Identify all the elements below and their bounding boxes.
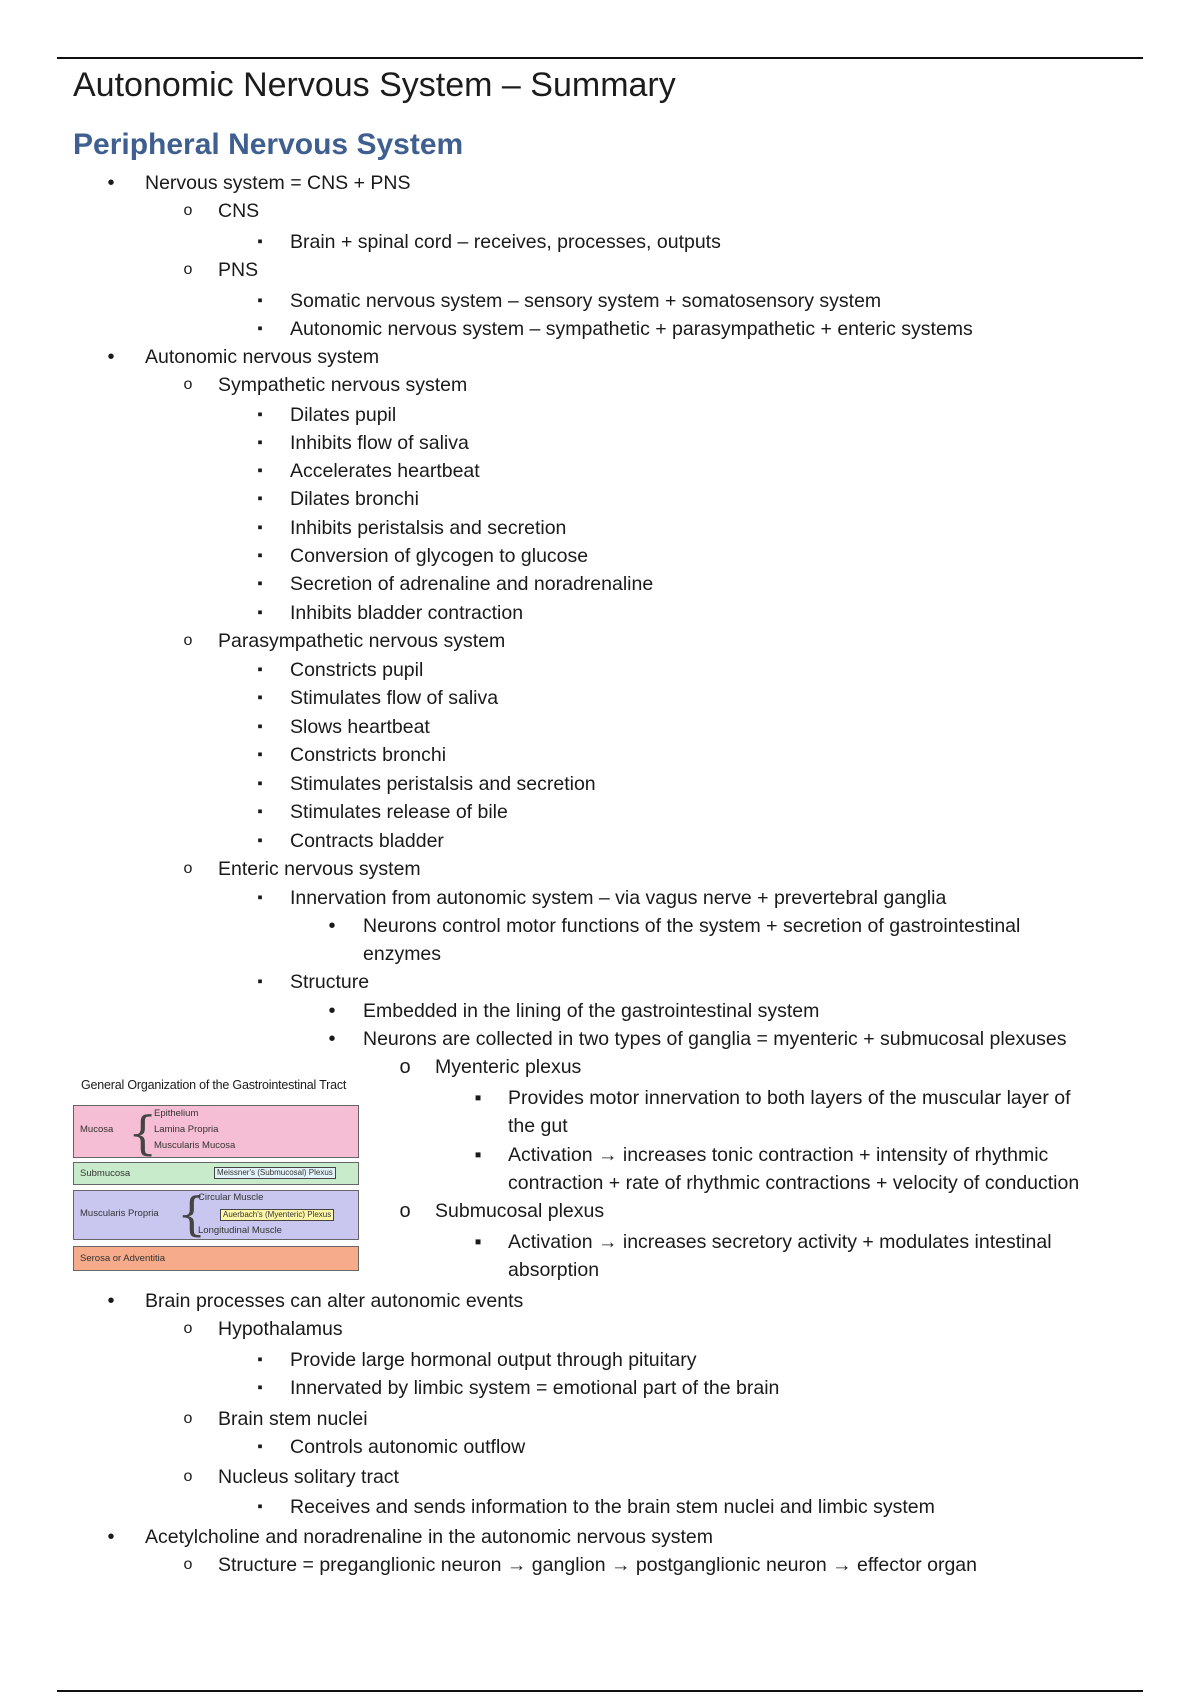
bullet-marker: ▪ [257,803,263,820]
gi-tract-diagram [73,1078,361,1274]
submucosa-label: Submucosa [80,1168,131,1179]
serosa-layer [73,1246,359,1271]
bullet-marker: • [328,1028,336,1050]
outline-text: Structure [290,971,370,993]
bullet-marker: ▪ [257,434,263,451]
outline-text: Inhibits bladder contraction [290,602,524,624]
outline-text: Innervated by limbic system = emotional part of the brain [290,1377,780,1399]
outline-text: Accelerates heartbeat [290,460,480,482]
mucosa-brace: { [128,1106,158,1160]
outline-text: Constricts bronchi [290,744,447,766]
bullet-marker: ▪ [257,406,263,423]
bullet-marker: o [399,1200,411,1222]
outline-text: Neurons control motor functions of the system + secretion of gastrointestinal [363,915,1021,937]
bullet-marker: ▪ [257,746,263,763]
bullet-marker: o [183,1556,193,1573]
bullet-marker: o [183,1410,193,1427]
outline-text: Brain processes can alter autonomic events [145,1290,524,1312]
bullet-marker: o [183,202,193,219]
outline-text: Dilates bronchi [290,488,419,510]
outline-text: Stimulates peristalsis and secretion [290,773,596,795]
outline-text: contraction + rate of rhythmic contractions + velocity of conduction [508,1172,1080,1194]
outline-text: CNS [218,200,260,222]
mucosa-sublayer: Epithelium [154,1108,199,1119]
outline-text: Neurons are collected in two types of ganglia = myenteric + submucosal plexuses [363,1028,1067,1050]
mucosa-sublayer: Lamina Propria [154,1124,219,1135]
bullet-marker: o [183,632,193,649]
outline-text: Innervation from autonomic system – via vagus nerve + prevertebral ganglia [290,887,947,909]
bullet-marker: • [107,1526,115,1548]
outline-text: Embedded in the lining of the gastrointestinal system [363,1000,820,1022]
outline-text: PNS [218,259,259,281]
outline-text: Dilates pupil [290,404,397,426]
mucosa-label: Mucosa [80,1124,114,1135]
outline-text: Autonomic nervous system [145,346,380,368]
bullet-marker: • [107,346,115,368]
outline-text: Brain stem nuclei [218,1408,368,1430]
bullet-marker: ▪ [474,1144,482,1166]
bullet-marker: • [107,1290,115,1312]
muscularis-sublayer: Longitudinal Muscle [198,1225,282,1236]
outline-text: Acetylcholine and noradrenaline in the autonomic nervous system [145,1526,713,1548]
bullet-marker: ▪ [257,233,263,250]
outline-text: Inhibits peristalsis and secretion [290,517,567,539]
bullet-marker: ▪ [474,1231,482,1253]
figure-caption: General Organization of the Gastrointestinal Tract [81,1078,347,1092]
section-heading: Peripheral Nervous System [73,128,464,161]
submucosa-layer [73,1162,359,1185]
bullet-marker: • [328,1000,336,1022]
document-title: Autonomic Nervous System – Summary [73,66,676,104]
outline-text: Stimulates flow of saliva [290,687,499,709]
outline-text: Controls autonomic outflow [290,1436,526,1458]
outline-text: Enteric nervous system [218,858,421,880]
myenteric-plexus-label: Auerbach's (Myenteric) Plexus [220,1209,334,1221]
muscularis-sublayer: Circular Muscle [198,1192,264,1203]
serosa-label: Serosa or Adventitia [80,1253,166,1264]
bullet-marker: ▪ [257,889,263,906]
outline-text: Activation → increases secretory activity + modulates intestinal [508,1231,1052,1253]
bullet-marker: ▪ [257,661,263,678]
outline-text: Sympathetic nervous system [218,374,468,396]
bullet-marker: ▪ [257,575,263,592]
outline-text: Receives and sends information to the brain stem nuclei and limbic system [290,1496,935,1518]
mucosa-sublayer: Muscularis Mucosa [154,1140,236,1151]
outline-text: Autonomic nervous system – sympathetic + parasympathetic + enteric systems [290,318,973,340]
muscularis-layer [73,1187,359,1241]
outline-text: Activation → increases tonic contraction + intensity of rhythmic [508,1144,1049,1166]
bullet-marker: ▪ [257,490,263,507]
outline-text: Structure = preganglionic neuron → ganglion → postganglionic neuron → effector organ [218,1554,977,1576]
outline-text: the gut [508,1115,568,1137]
bullet-marker: o [183,376,193,393]
outline-text: Secretion of adrenaline and noradrenaline [290,573,654,595]
outline-text: Nucleus solitary tract [218,1466,399,1488]
muscularis-label: Muscularis Propria [80,1208,159,1219]
bullet-marker: ▪ [257,547,263,564]
bullet-marker: ▪ [474,1087,482,1109]
outline-text: Provides motor innervation to both layers of the muscular layer of [508,1087,1071,1109]
outline-text: Slows heartbeat [290,716,430,738]
outline-text: Hypothalamus [218,1318,343,1340]
bullet-marker: ▪ [257,973,263,990]
outline-text: Somatic nervous system – sensory system + somatosensory system [290,290,882,312]
outline-text: Contracts bladder [290,830,444,852]
bullet-marker: o [183,1468,193,1485]
bottom-rule [57,1690,1143,1692]
bullet-marker: • [328,915,336,937]
outline-text: Inhibits flow of saliva [290,432,469,454]
outline-text: Nervous system = CNS + PNS [145,172,411,194]
bullet-marker: o [183,1320,193,1337]
bullet-marker: ▪ [257,1351,263,1368]
bullet-marker: ▪ [257,775,263,792]
outline-text: absorption [508,1259,600,1281]
bullet-marker: o [183,261,193,278]
bullet-marker: ▪ [257,689,263,706]
bullet-marker: o [183,860,193,877]
outline-text: Constricts pupil [290,659,424,681]
bullet-marker: o [399,1056,411,1078]
bullet-marker: ▪ [257,462,263,479]
bullet-marker: • [107,172,115,194]
bullet-marker: ▪ [257,1379,263,1396]
outline-text: Stimulates release of bile [290,801,508,823]
outline-text: Parasympathetic nervous system [218,630,506,652]
outline-text: Brain + spinal cord – receives, processes, outputs [290,231,721,253]
outline-text: Myenteric plexus [435,1056,582,1078]
bullet-marker: ▪ [257,1438,263,1455]
bullet-marker: ▪ [257,519,263,536]
mucosa-layer [73,1105,359,1158]
submucosal-plexus-label: Meissner's (Submucosal) Plexus [214,1167,336,1179]
bullet-marker: ▪ [257,604,263,621]
bullet-marker: ▪ [257,832,263,849]
outline-text: enzymes [363,943,442,965]
bullet-marker: ▪ [257,1498,263,1515]
muscularis-brace: { [177,1187,207,1241]
bullet-marker: ▪ [257,718,263,735]
outline-text: Provide large hormonal output through pituitary [290,1349,697,1371]
bullet-marker: ▪ [257,292,263,309]
outline-text: Submucosal plexus [435,1200,605,1222]
outline-text: Conversion of glycogen to glucose [290,545,589,567]
bullet-marker: ▪ [257,320,263,337]
